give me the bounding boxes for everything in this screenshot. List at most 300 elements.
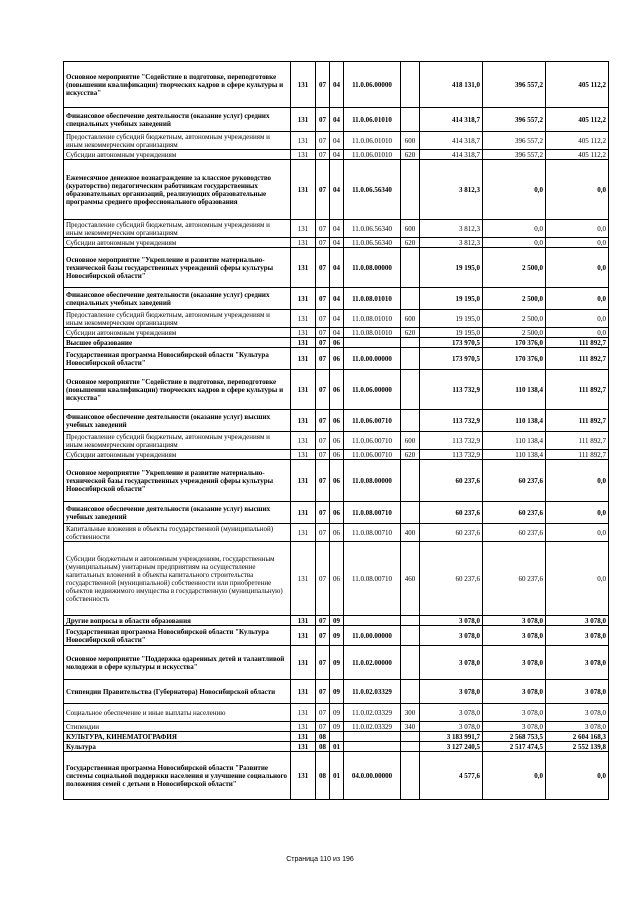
table-row: [64, 348, 609, 370]
row-amount-year2: 0,0: [483, 160, 546, 220]
row-ved-code: 131: [291, 450, 316, 460]
row-amount-year2: 2 568 753,5: [483, 732, 546, 742]
row-subsection-code: 09: [330, 626, 344, 646]
row-section-code: 08: [316, 742, 330, 752]
table-row: [64, 722, 609, 732]
row-amount-year3: 3 078,0: [546, 616, 609, 626]
row-name: Основное мероприятие "Содействие в подготовке, переподготовке (повышении квалификации) творческих кадров в сфере культуры и искусства": [64, 370, 291, 410]
row-amount-year1: 19 195,0: [420, 288, 483, 310]
row-amount-year3: 405 112,2: [546, 150, 609, 160]
row-target-article: 11.0.08.01010: [344, 310, 401, 328]
row-section-code: 07: [316, 160, 330, 220]
row-amount-year3: 0,0: [546, 160, 609, 220]
row-target-article: 11.0.08.00000: [344, 460, 401, 502]
row-target-article: 11.0.06.01010: [344, 108, 401, 132]
row-amount-year1: 3 812,3: [420, 220, 483, 238]
table-row: [64, 220, 609, 238]
row-section-code: 07: [316, 432, 330, 450]
row-expense-type: 620: [401, 450, 420, 460]
row-amount-year2: 3 078,0: [483, 680, 546, 704]
row-amount-year2: 0,0: [483, 752, 546, 800]
row-amount-year2: 3 078,0: [483, 616, 546, 626]
row-subsection-code: 06: [330, 542, 344, 616]
row-amount-year1: 19 195,0: [420, 310, 483, 328]
row-section-code: 07: [316, 680, 330, 704]
row-name: Ежемесячное денежное вознаграждение за классное руководство (кураторство) педагогическим работникам государственных образовательных организаций, реализующих образовательные программы среднего профессионального образования: [64, 160, 291, 220]
row-subsection-code: 04: [330, 310, 344, 328]
row-target-article: [344, 338, 401, 348]
row-section-code: 08: [316, 732, 330, 742]
row-amount-year3: 0,0: [546, 220, 609, 238]
row-subsection-code: 09: [330, 646, 344, 680]
row-subsection-code: 04: [330, 238, 344, 248]
row-target-article: 11.0.02.00000: [344, 646, 401, 680]
row-name: Финансовое обеспечение деятельности (оказание услуг) средних специальных учебных заведений: [64, 288, 291, 310]
row-target-article: 11.0.08.00710: [344, 502, 401, 524]
row-name: Стипендии: [64, 722, 291, 732]
row-amount-year1: 60 237,6: [420, 460, 483, 502]
table-row: [64, 132, 609, 150]
row-amount-year2: 110 138,4: [483, 370, 546, 410]
row-section-code: 07: [316, 328, 330, 338]
row-target-article: 11.0.02.03329: [344, 722, 401, 732]
row-ved-code: 131: [291, 732, 316, 742]
row-expense-type: [401, 62, 420, 108]
row-target-article: 11.0.06.00000: [344, 62, 401, 108]
row-name: Основное мероприятие "Укрепление и развитие материально-технической базы государственных учреждений сферы культуры Новосибирской области": [64, 248, 291, 288]
table-row: [64, 288, 609, 310]
row-target-article: 04.0.00.00000: [344, 752, 401, 800]
row-name: Государственная программа Новосибирской области "Культура Новосибирской области": [64, 348, 291, 370]
row-amount-year3: 2 552 139,8: [546, 742, 609, 752]
row-target-article: 11.0.06.00710: [344, 432, 401, 450]
row-target-article: 11.0.02.03329: [344, 704, 401, 722]
row-section-code: 07: [316, 248, 330, 288]
row-ved-code: 131: [291, 680, 316, 704]
table-row: [64, 328, 609, 338]
row-expense-type: 460: [401, 542, 420, 616]
row-amount-year2: 60 237,6: [483, 524, 546, 542]
row-amount-year3: 0,0: [546, 328, 609, 338]
row-amount-year3: 111 892,7: [546, 410, 609, 432]
row-target-article: 11.0.00.00000: [344, 626, 401, 646]
row-amount-year1: 173 970,5: [420, 348, 483, 370]
row-subsection-code: 06: [330, 410, 344, 432]
row-amount-year3: 0,0: [546, 288, 609, 310]
row-amount-year1: 3 078,0: [420, 646, 483, 680]
row-ved-code: 131: [291, 328, 316, 338]
table-row: [64, 626, 609, 646]
row-expense-type: [401, 108, 420, 132]
row-target-article: 11.0.06.00000: [344, 370, 401, 410]
row-ved-code: 131: [291, 616, 316, 626]
row-amount-year1: 3 078,0: [420, 626, 483, 646]
row-amount-year1: 113 732,9: [420, 370, 483, 410]
row-subsection-code: 04: [330, 150, 344, 160]
row-amount-year1: 3 078,0: [420, 680, 483, 704]
row-name: Основное мероприятие "Содействие в подготовке, переподготовке (повышении квалификации) творческих кадров в сфере культуры и искусства": [64, 62, 291, 108]
row-ved-code: 131: [291, 160, 316, 220]
row-section-code: 07: [316, 524, 330, 542]
row-expense-type: 400: [401, 524, 420, 542]
row-name: Высшее образование: [64, 338, 291, 348]
row-expense-type: [401, 502, 420, 524]
row-amount-year1: 3 812,3: [420, 238, 483, 248]
row-section-code: 07: [316, 220, 330, 238]
row-target-article: 11.0.08.00710: [344, 542, 401, 616]
row-amount-year3: 0,0: [546, 502, 609, 524]
row-target-article: 11.0.06.56340: [344, 160, 401, 220]
row-amount-year2: 3 078,0: [483, 646, 546, 680]
table-row: [64, 704, 609, 722]
table-row: [64, 450, 609, 460]
row-expense-type: [401, 680, 420, 704]
row-subsection-code: 06: [330, 370, 344, 410]
row-amount-year3: 0,0: [546, 310, 609, 328]
row-section-code: 07: [316, 238, 330, 248]
row-ved-code: 131: [291, 460, 316, 502]
row-amount-year2: 110 138,4: [483, 432, 546, 450]
table-row: [64, 680, 609, 704]
row-subsection-code: 04: [330, 288, 344, 310]
row-amount-year3: 0,0: [546, 248, 609, 288]
row-amount-year1: 3 127 240,5: [420, 742, 483, 752]
row-amount-year1: 414 318,7: [420, 132, 483, 150]
row-section-code: 07: [316, 616, 330, 626]
row-amount-year1: 418 131,0: [420, 62, 483, 108]
row-amount-year3: 0,0: [546, 752, 609, 800]
row-amount-year3: 3 078,0: [546, 722, 609, 732]
row-name: Стипендии Правительства (Губернатора) Новосибирской области: [64, 680, 291, 704]
row-name: Капитальные вложения в объекты государственной (муниципальной) собственности: [64, 524, 291, 542]
row-subsection-code: 06: [330, 338, 344, 348]
table-row: [64, 752, 609, 800]
row-name: Субсидии бюджетным и автономным учреждениям, государственным (муниципальным) унитарным предприятиям на осуществление капитальных вложений в объекты капитального строительства государственной (муниципальной) собственности или приобретение объектов недвижимого имущества в государственную (муниципальную) собственность: [64, 542, 291, 616]
row-target-article: 11.0.08.00000: [344, 248, 401, 288]
row-section-code: 07: [316, 722, 330, 732]
row-section-code: 08: [316, 752, 330, 800]
row-name: Финансовое обеспечение деятельности (оказание услуг) средних специальных учебных заведений: [64, 108, 291, 132]
row-amount-year1: 60 237,6: [420, 502, 483, 524]
table-row: [64, 432, 609, 450]
row-expense-type: [401, 248, 420, 288]
row-target-article: 11.0.02.03329: [344, 680, 401, 704]
row-name: Другие вопросы в области образования: [64, 616, 291, 626]
row-name: КУЛЬТУРА, КИНЕМАТОГРАФИЯ: [64, 732, 291, 742]
row-amount-year1: 3 078,0: [420, 616, 483, 626]
row-amount-year3: 3 078,0: [546, 646, 609, 680]
row-ved-code: 131: [291, 742, 316, 752]
row-expense-type: 300: [401, 704, 420, 722]
row-amount-year2: 3 078,0: [483, 722, 546, 732]
row-expense-type: [401, 370, 420, 410]
table-row: [64, 108, 609, 132]
table-body: [64, 62, 609, 800]
row-amount-year1: 3 078,0: [420, 722, 483, 732]
row-target-article: [344, 742, 401, 752]
row-ved-code: 131: [291, 132, 316, 150]
row-amount-year3: 111 892,7: [546, 348, 609, 370]
row-subsection-code: 04: [330, 108, 344, 132]
row-amount-year2: 60 237,6: [483, 460, 546, 502]
row-subsection-code: 09: [330, 680, 344, 704]
row-ved-code: 131: [291, 220, 316, 238]
row-name: Субсидии автономным учреждениям: [64, 238, 291, 248]
row-amount-year2: 3 078,0: [483, 704, 546, 722]
row-section-code: 07: [316, 288, 330, 310]
row-amount-year2: 0,0: [483, 220, 546, 238]
row-amount-year3: 111 892,7: [546, 450, 609, 460]
row-subsection-code: 04: [330, 220, 344, 238]
row-amount-year3: 3 078,0: [546, 680, 609, 704]
row-amount-year2: 0,0: [483, 238, 546, 248]
row-amount-year1: 3 812,3: [420, 160, 483, 220]
row-amount-year2: 2 500,0: [483, 288, 546, 310]
row-name: Финансовое обеспечение деятельности (оказание услуг) высших учебных заведений: [64, 502, 291, 524]
row-subsection-code: 04: [330, 62, 344, 108]
row-section-code: 07: [316, 132, 330, 150]
row-amount-year2: 60 237,6: [483, 542, 546, 616]
row-ved-code: 131: [291, 704, 316, 722]
row-amount-year2: 2 500,0: [483, 248, 546, 288]
row-expense-type: [401, 752, 420, 800]
row-section-code: 07: [316, 108, 330, 132]
row-amount-year1: 19 195,0: [420, 248, 483, 288]
row-target-article: [344, 616, 401, 626]
row-amount-year3: 0,0: [546, 238, 609, 248]
row-subsection-code: 04: [330, 132, 344, 150]
row-expense-type: [401, 160, 420, 220]
row-target-article: 11.0.08.01010: [344, 328, 401, 338]
row-ved-code: 131: [291, 410, 316, 432]
row-section-code: 07: [316, 542, 330, 616]
row-name: Культура: [64, 742, 291, 752]
row-target-article: 11.0.06.56340: [344, 238, 401, 248]
table-row: [64, 646, 609, 680]
row-expense-type: [401, 410, 420, 432]
row-ved-code: 131: [291, 524, 316, 542]
row-name: Предоставление субсидий бюджетным, автономным учреждениям и иным некоммерческим организациям: [64, 310, 291, 328]
row-amount-year3: 0,0: [546, 542, 609, 616]
row-amount-year2: 170 376,0: [483, 338, 546, 348]
row-expense-type: [401, 626, 420, 646]
row-target-article: 11.0.06.00710: [344, 450, 401, 460]
row-amount-year3: 111 892,7: [546, 338, 609, 348]
row-subsection-code: 06: [330, 348, 344, 370]
row-section-code: 07: [316, 626, 330, 646]
table-row: [64, 742, 609, 752]
table-row: [64, 502, 609, 524]
table-row: [64, 160, 609, 220]
row-amount-year2: 60 237,6: [483, 502, 546, 524]
table-row: [64, 150, 609, 160]
row-section-code: 07: [316, 410, 330, 432]
row-amount-year3: 405 112,2: [546, 108, 609, 132]
row-expense-type: 600: [401, 132, 420, 150]
row-expense-type: [401, 646, 420, 680]
row-section-code: 07: [316, 450, 330, 460]
row-name: Финансовое обеспечение деятельности (оказание услуг) высших учебных заведений: [64, 410, 291, 432]
row-ved-code: 131: [291, 248, 316, 288]
row-amount-year3: 2 604 168,3: [546, 732, 609, 742]
row-ved-code: 131: [291, 310, 316, 328]
row-amount-year1: 3 183 991,7: [420, 732, 483, 742]
table-row: [64, 310, 609, 328]
row-section-code: 07: [316, 62, 330, 108]
table-row: [64, 62, 609, 108]
row-amount-year2: 2 500,0: [483, 310, 546, 328]
row-amount-year1: 19 195,0: [420, 328, 483, 338]
row-ved-code: 131: [291, 62, 316, 108]
row-subsection-code: 09: [330, 616, 344, 626]
row-section-code: 07: [316, 502, 330, 524]
row-amount-year2: 396 557,2: [483, 108, 546, 132]
row-target-article: 11.0.06.56340: [344, 220, 401, 238]
row-name: Государственная программа Новосибирской области "Развитие системы социальной поддержки населения и улучшение социального положения семей с детьми в Новосибирской области": [64, 752, 291, 800]
row-subsection-code: 06: [330, 460, 344, 502]
table-row: [64, 732, 609, 742]
row-section-code: 07: [316, 150, 330, 160]
row-section-code: 07: [316, 348, 330, 370]
row-subsection-code: 06: [330, 524, 344, 542]
row-amount-year1: 3 078,0: [420, 704, 483, 722]
row-expense-type: [401, 616, 420, 626]
row-amount-year2: 170 376,0: [483, 348, 546, 370]
row-amount-year1: 173 970,5: [420, 338, 483, 348]
row-amount-year3: 3 078,0: [546, 626, 609, 646]
table-row: [64, 524, 609, 542]
row-subsection-code: 06: [330, 432, 344, 450]
row-amount-year1: 113 732,9: [420, 432, 483, 450]
row-expense-type: [401, 732, 420, 742]
row-section-code: 07: [316, 704, 330, 722]
row-target-article: 11.0.08.01010: [344, 288, 401, 310]
row-subsection-code: 04: [330, 160, 344, 220]
row-subsection-code: 01: [330, 742, 344, 752]
row-ved-code: 131: [291, 288, 316, 310]
row-target-article: 11.0.08.00710: [344, 524, 401, 542]
row-amount-year1: 60 237,6: [420, 524, 483, 542]
row-amount-year3: 405 112,2: [546, 132, 609, 150]
row-expense-type: [401, 338, 420, 348]
table-row: [64, 338, 609, 348]
row-ved-code: 131: [291, 150, 316, 160]
row-amount-year2: 396 557,2: [483, 132, 546, 150]
row-section-code: 07: [316, 310, 330, 328]
row-expense-type: 620: [401, 328, 420, 338]
row-amount-year1: 113 732,9: [420, 450, 483, 460]
row-amount-year3: 111 892,7: [546, 370, 609, 410]
row-name: Предоставление субсидий бюджетным, автономным учреждениям и иным некоммерческим организациям: [64, 432, 291, 450]
table-row: [64, 410, 609, 432]
row-ved-code: 131: [291, 238, 316, 248]
row-ved-code: 131: [291, 722, 316, 732]
row-amount-year2: 110 138,4: [483, 410, 546, 432]
row-expense-type: [401, 460, 420, 502]
row-ved-code: 131: [291, 432, 316, 450]
row-expense-type: 600: [401, 220, 420, 238]
row-amount-year1: 4 577,6: [420, 752, 483, 800]
table-row: [64, 616, 609, 626]
row-amount-year3: 111 892,7: [546, 432, 609, 450]
row-subsection-code: 06: [330, 502, 344, 524]
row-subsection-code: 06: [330, 450, 344, 460]
table-row: [64, 238, 609, 248]
row-amount-year3: 3 078,0: [546, 704, 609, 722]
row-name: Государственная программа Новосибирской области "Культура Новосибирской области": [64, 626, 291, 646]
row-section-code: 07: [316, 460, 330, 502]
row-ved-code: 131: [291, 752, 316, 800]
row-target-article: 11.0.00.00000: [344, 348, 401, 370]
row-expense-type: [401, 348, 420, 370]
row-amount-year3: 405 112,2: [546, 62, 609, 108]
table-row: [64, 460, 609, 502]
row-name: Субсидии автономным учреждениям: [64, 328, 291, 338]
row-name: Предоставление субсидий бюджетным, автономным учреждениям и иным некоммерческим организациям: [64, 132, 291, 150]
row-subsection-code: [330, 732, 344, 742]
row-ved-code: 131: [291, 626, 316, 646]
row-expense-type: 340: [401, 722, 420, 732]
row-target-article: 11.0.06.00710: [344, 410, 401, 432]
row-amount-year2: 110 138,4: [483, 450, 546, 460]
row-ved-code: 131: [291, 646, 316, 680]
row-subsection-code: 04: [330, 248, 344, 288]
row-name: Предоставление субсидий бюджетным, автономным учреждениям и иным некоммерческим организациям: [64, 220, 291, 238]
row-ved-code: 131: [291, 348, 316, 370]
row-section-code: 07: [316, 338, 330, 348]
row-subsection-code: 09: [330, 722, 344, 732]
row-expense-type: [401, 288, 420, 310]
row-ved-code: 131: [291, 108, 316, 132]
row-amount-year1: 414 318,7: [420, 108, 483, 132]
row-amount-year2: 396 557,2: [483, 150, 546, 160]
budget-table: [63, 61, 609, 800]
row-amount-year2: 396 557,2: [483, 62, 546, 108]
row-amount-year2: 2 517 474,5: [483, 742, 546, 752]
row-subsection-code: 04: [330, 328, 344, 338]
table-row: [64, 542, 609, 616]
row-amount-year2: 3 078,0: [483, 626, 546, 646]
row-expense-type: 620: [401, 150, 420, 160]
row-expense-type: 600: [401, 432, 420, 450]
row-target-article: 11.0.06.01010: [344, 150, 401, 160]
row-name: Социальное обеспечение и иные выплаты населению: [64, 704, 291, 722]
row-amount-year1: 60 237,6: [420, 542, 483, 616]
row-ved-code: 131: [291, 502, 316, 524]
row-section-code: 07: [316, 370, 330, 410]
row-name: Основное мероприятие "Укрепление и развитие материально-технической базы государственных учреждений сферы культуры Новосибирской области": [64, 460, 291, 502]
row-amount-year3: 0,0: [546, 460, 609, 502]
row-amount-year3: 0,0: [546, 524, 609, 542]
row-expense-type: 620: [401, 238, 420, 248]
row-section-code: 07: [316, 646, 330, 680]
row-name: Основное мероприятие "Поддержка одаренных детей и талантливой молодежи в сфере культуры и искусства": [64, 646, 291, 680]
table-row: [64, 370, 609, 410]
page-footer: Страница 110 из 196: [286, 856, 354, 863]
row-name: Субсидии автономным учреждениям: [64, 150, 291, 160]
row-expense-type: [401, 742, 420, 752]
row-ved-code: 131: [291, 542, 316, 616]
row-target-article: [344, 732, 401, 742]
row-amount-year1: 113 732,9: [420, 410, 483, 432]
row-name: Субсидии автономным учреждениям: [64, 450, 291, 460]
row-expense-type: 600: [401, 310, 420, 328]
table-row: [64, 248, 609, 288]
row-subsection-code: 01: [330, 752, 344, 800]
row-ved-code: 131: [291, 370, 316, 410]
row-ved-code: 131: [291, 338, 316, 348]
row-amount-year2: 2 500,0: [483, 328, 546, 338]
